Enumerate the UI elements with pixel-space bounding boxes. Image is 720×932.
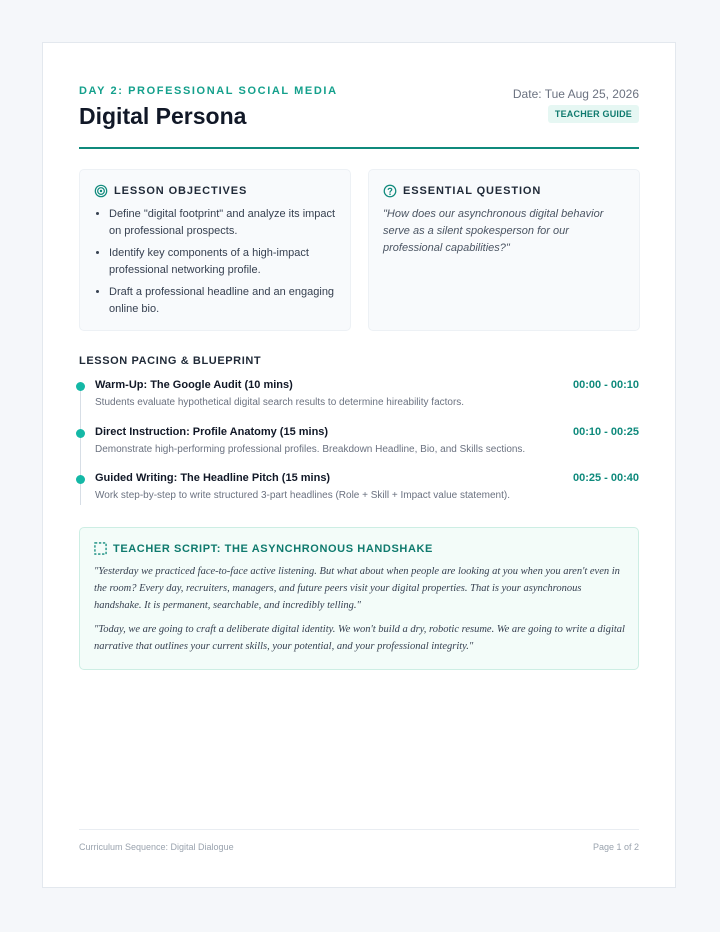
segment-name: Guided Writing: The Headline Pitch (15 mins) [95,472,331,484]
timeline-dot [76,382,85,391]
pacing-title: LESSON PACING & BLUEPRINT [79,355,262,367]
segment-time: 00:25 - 00:40 [572,472,639,484]
essential-question-header [383,184,541,198]
essential-question-title: ESSENTIAL QUESTION [403,185,542,197]
lesson-date: Date: Tue Aug 25, 2026 [512,87,639,101]
timeline-item [79,470,639,510]
objectives-title: LESSON OBJECTIVES [114,185,248,197]
objective-item: • Define "digital footprint" and analyze its impact on professional prospects. [109,206,338,240]
teacher-guide-badge: TEACHER GUIDE [548,105,639,123]
curriculum-sequence: Curriculum Sequence: Digital Dialogue [79,842,234,852]
objectives-card [79,169,351,331]
timeline-dot [76,429,85,438]
objectives-header [94,184,247,198]
teacher-script-header [94,542,433,555]
essential-question-card [368,169,640,331]
timeline-item [79,424,639,464]
dashed-square-icon [94,542,107,555]
question-circle-icon [383,184,397,198]
lesson-page [42,42,676,888]
page-title: Digital Persona [79,103,247,129]
page-number: Page 1 of 2 [592,842,639,852]
script-paragraph: "Yesterday we practiced face-to-face active listening. But what about when people are looking at you when you aren't even in the room? Every day, recruiters, managers, and future peers visit your digital properties. That is your asynchronous handshake. It is permanent, searchable, and incredibly telling." [94,566,620,611]
target-icon [94,184,108,198]
segment-description: Work step-by-step to write structured 3-part headlines (Role + Skill + Impact value statement). [95,490,510,501]
pacing-timeline [79,377,639,507]
day-kicker: DAY 2: PROFESSIONAL SOCIAL MEDIA [79,85,338,97]
segment-name: Warm-Up: The Google Audit (10 mins) [95,379,293,391]
objectives-list [94,206,338,323]
script-paragraph: "Today, we are going to craft a deliberate digital identity. We won't build a dry, robotic resume. We are going to write a digital narrative that outlines your current skills, your potential, and your professional integrity." [94,624,625,652]
timeline-item [79,377,639,417]
objective-item: • Draft a professional headline and an engaging online bio. [109,284,338,318]
objective-item: • Identify key components of a high-impact professional networking profile. [109,245,338,279]
teacher-script-box [79,527,639,670]
timeline-dot [76,475,85,484]
segment-description: Students evaluate hypothetical digital search results to determine hireability factors. [95,397,465,408]
teacher-script-title: TEACHER SCRIPT: THE ASYNCHRONOUS HANDSHAKE [113,542,433,555]
page-footer [79,829,639,852]
page-header [79,79,639,149]
essential-question-text: "How does our asynchronous digital behavior serve as a silent spokesperson for our professional capabilities?" [383,208,604,254]
segment-description: Demonstrate high-performing professional profiles. Breakdown Headline, Bio, and Skills sections. [95,444,526,455]
segment-time: 00:10 - 00:25 [572,426,639,438]
segment-time: 00:00 - 00:10 [572,379,639,391]
segment-name: Direct Instruction: Profile Anatomy (15 mins) [95,426,329,438]
